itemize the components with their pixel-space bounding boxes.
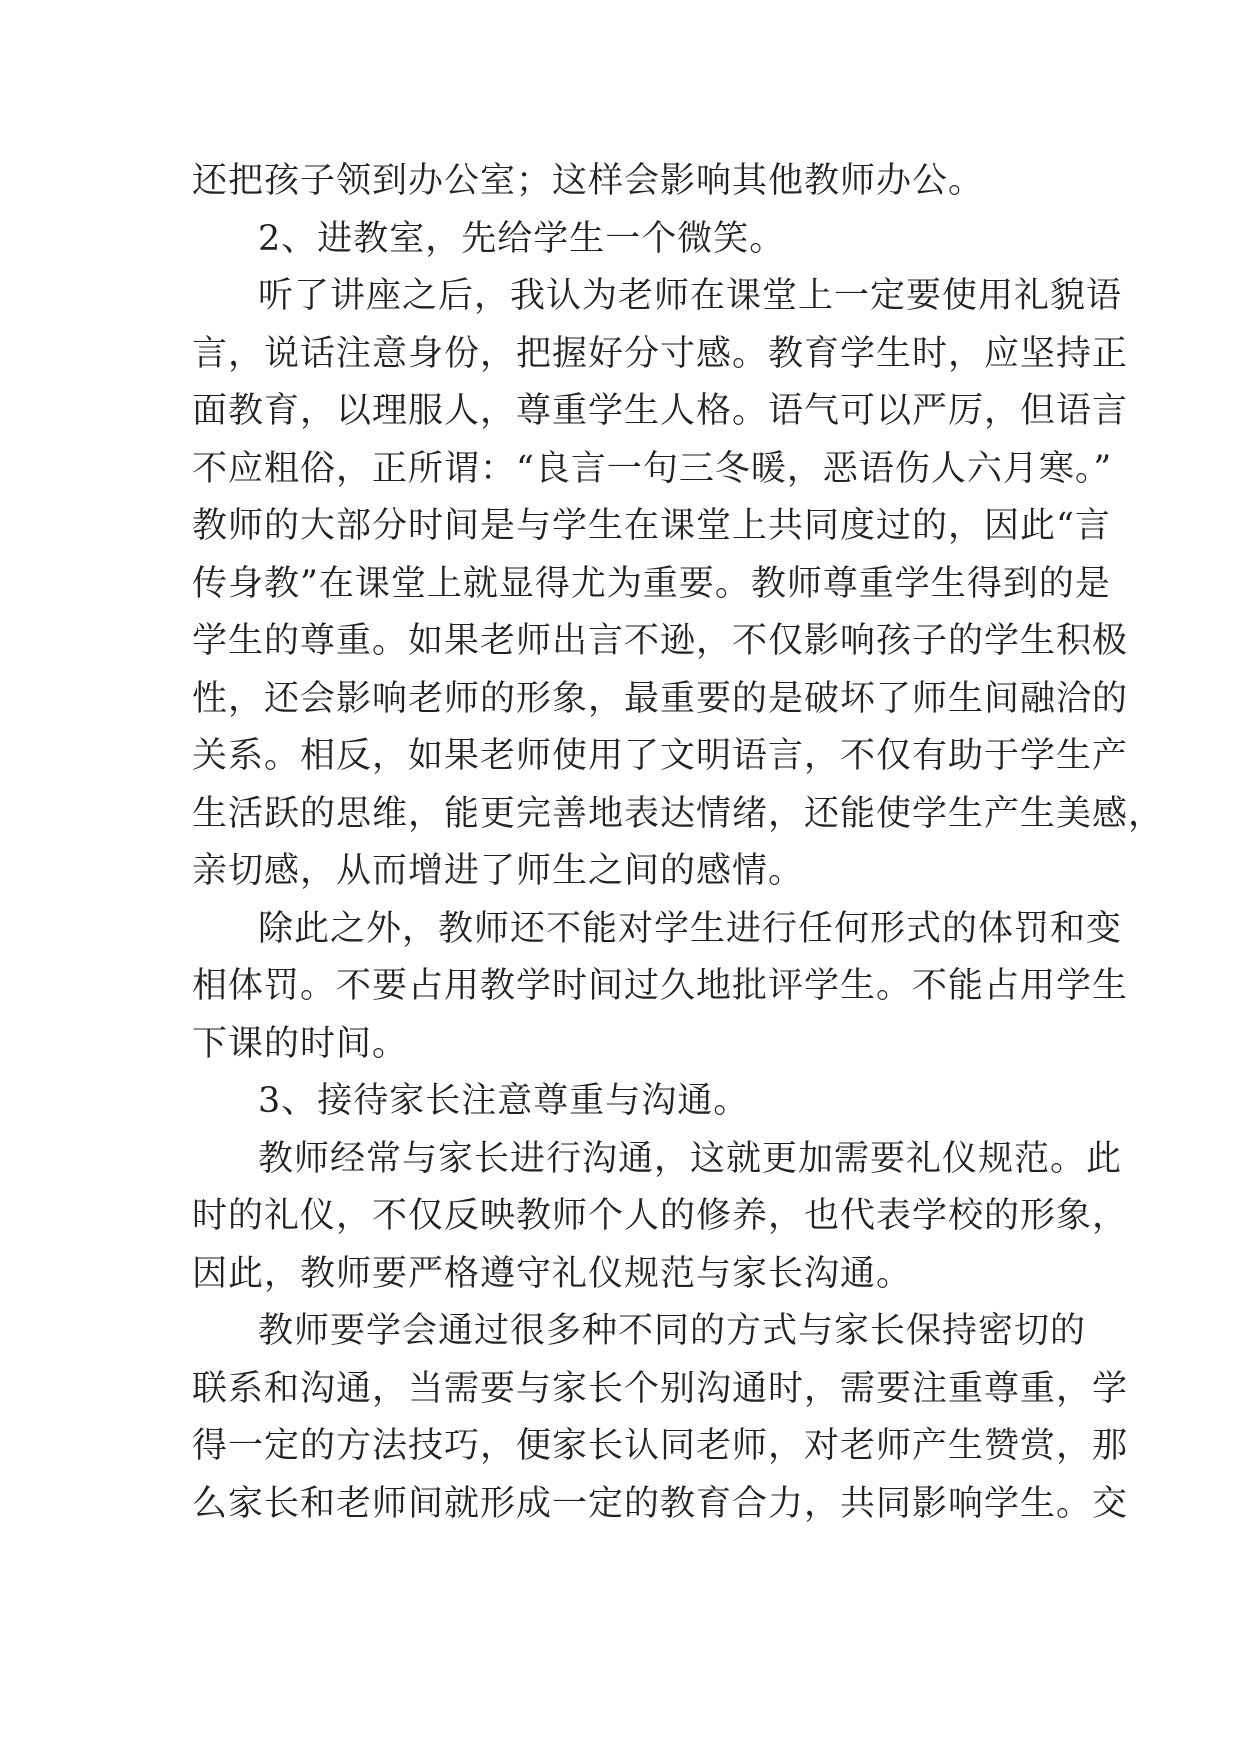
text-line: 时的礼仪，不仅反映教师个人的修养，也代表学校的形象， <box>192 1196 1129 1236</box>
text-line: 不应粗俗，正所谓：“良言一句三冬暖，恶语伤人六月寒。” <box>192 448 1113 489</box>
text-line: 得一定的方法技巧，便家长认同老师，对老师产生赞赏，那 <box>192 1426 1129 1466</box>
text-line: 传身教”在课堂上就显得尤为重要。教师尊重学生得到的是 <box>192 563 1111 604</box>
text-line: 联系和沟通，当需要与家长个别沟通时，需要注重尊重，学 <box>192 1368 1129 1409</box>
section-heading: 3、接待家长注意尊重与沟通。 <box>258 1081 750 1121</box>
text-line: 教师要学会通过很多种不同的方式与家长保持密切的 <box>258 1311 1087 1351</box>
text-line: 相体罚。不要占用教学时间过久地批评学生。不能占用学生 <box>192 966 1129 1006</box>
text-line: 除此之外，教师还不能对学生进行任何形式的体罚和变 <box>258 908 1123 949</box>
text-line: 还把孩子领到办公室；这样会影响其他教师办公。 <box>192 161 985 201</box>
body-text <box>192 153 1165 1533</box>
section-heading: 2、进教室，先给学生一个微笑。 <box>258 218 786 259</box>
text-line: 生活跃的思维，能更完善地表达情绪，还能使学生产生美感， <box>192 793 1165 834</box>
text-line: 关系。相反，如果老师使用了文明语言，不仅有助于学生产 <box>192 736 1129 776</box>
text-line: 因此，教师要严格遵守礼仪规范与家长沟通。 <box>192 1253 913 1294</box>
text-line: 下课的时间。 <box>192 1023 409 1064</box>
text-line: 言，说话注意身份，把握好分寸感。教育学生时，应坚持正 <box>192 333 1129 374</box>
text-line: 教师经常与家长进行沟通，这就更加需要礼仪规范。此 <box>258 1138 1123 1179</box>
text-line: 亲切感，从而增进了师生之间的感情。 <box>192 851 805 891</box>
text-line: 面教育，以理服人，尊重学生人格。语气可以严厉，但语言 <box>192 391 1129 431</box>
text-line: 么家长和老师间就形成一定的教育合力，共同影响学生。交 <box>192 1483 1129 1524</box>
text-line: 听了讲座之后，我认为老师在课堂上一定要使用礼貌语 <box>258 276 1123 316</box>
text-line: 教师的大部分时间是与学生在课堂上共同度过的，因此“言 <box>192 506 1111 546</box>
text-line: 性，还会影响老师的形象，最重要的是破坏了师生间融洽的 <box>192 678 1129 719</box>
text-line: 学生的尊重。如果老师出言不逊，不仅影响孩子的学生积极 <box>192 621 1129 661</box>
